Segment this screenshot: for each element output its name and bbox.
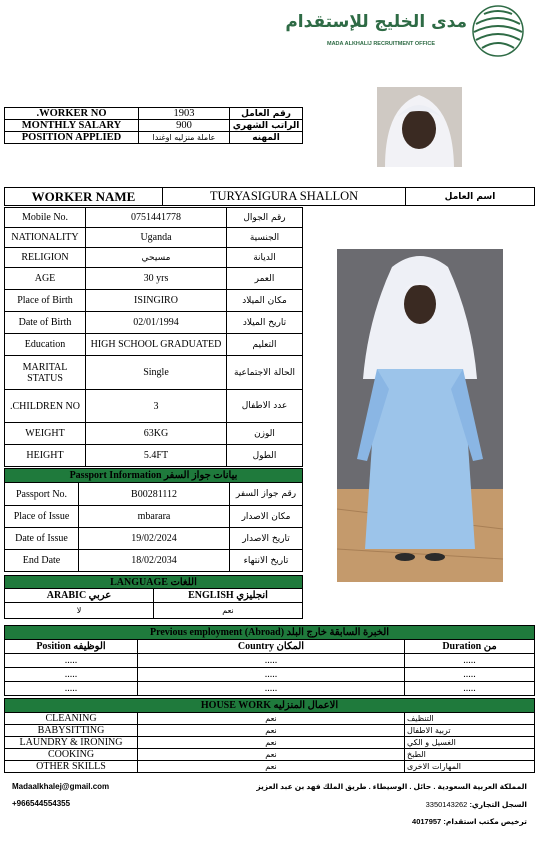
children-label: .CHILDREN NO [5,390,86,423]
footer-license-label: ترخيص مكتب استقدام: [443,817,527,826]
cleaning-label-ar: التنظيف [405,713,535,725]
employment-table [4,625,535,696]
table-row: ..... [5,682,138,696]
position-label-ar: المهنه [230,132,303,144]
education-label-ar: التعليم [227,334,303,356]
personal-info-table [4,207,303,467]
issue-date-value: 19/02/2024 [79,528,230,550]
end-date-value: 18/02/2034 [79,550,230,572]
marital-label: MARITAL STATUS [5,356,86,390]
issue-place-label-ar: مكان الاصدار [230,506,303,528]
age-value: 30 yrs [86,268,227,290]
house-work-table [4,698,535,773]
other-skills-value: نعم [138,761,405,773]
weight-label: WEIGHT [5,423,86,445]
footer-cr [426,800,527,809]
babysitting-label-ar: تربية الاطفال [405,725,535,737]
religion-label-ar: الديانة [227,248,303,268]
worker-name-label: WORKER NAME [5,188,163,206]
english-label: ENGLISH انجليزي [154,589,303,603]
col-position: Position الوظيفه [5,640,138,654]
footer-address: المملكة العربية السعودية . حائل . الوسيطاء . طريق الملك فهد بن عبد العزيز [256,782,527,791]
birthdate-label: Date of Birth [5,312,86,334]
children-label-ar: عدد الاطفال [227,390,303,423]
globe-icon [470,4,526,58]
table-row: ..... [405,668,535,682]
worker-full-photo [337,249,503,582]
worker-no-label-ar: رقم العامل [230,108,303,120]
issue-date-label: Date of Issue [5,528,79,550]
mobile-value: 0751441778 [86,208,227,228]
footer-email: Madaalkhalej@gmail.com [12,782,110,791]
logo-arabic-text: مدى الخليج للإستقدام [285,12,467,32]
table-row: ..... [138,654,405,668]
worker-no-value: 1903 [139,108,230,120]
employment-header: Previous employment (Abroad) الخبرة السابقة خارج البلد [5,626,535,640]
age-label-ar: العمر [227,268,303,290]
passport-table [4,468,303,572]
col-country: Country المكان [138,640,405,654]
logo-english-text: MADA ALKHALIJ RECRUITMENT OFFICE [327,41,436,47]
passport-header: Passport Information بيانات جواز السفر [5,469,303,483]
mobile-label-ar: رقم الجوال [227,208,303,228]
education-label: Education [5,334,86,356]
height-value: 5.4FT [86,445,227,467]
birthplace-label-ar: مكان الميلاد [227,290,303,312]
cleaning-label: CLEANING [5,713,138,725]
birthdate-value: 02/01/1994 [86,312,227,334]
worker-no-label: .WORKER NO [5,108,139,120]
nationality-label: NATIONALITY [5,228,86,248]
issue-place-value: mbarara [79,506,230,528]
laundry-value: نعم [138,737,405,749]
table-row: ..... [5,654,138,668]
table-row: ..... [138,668,405,682]
marital-value: Single [86,356,227,390]
footer-license [412,817,527,826]
other-skills-label: OTHER SKILLS [5,761,138,773]
table-row: ..... [138,682,405,696]
worker-name-label-ar: اسم العامل [406,188,535,206]
children-value: 3 [86,390,227,423]
position-value: عاملة منزليه اوغندا [139,132,230,144]
worker-headshot [377,87,462,167]
passport-no-label: Passport No. [5,483,79,506]
table-row: ..... [405,654,535,668]
birthplace-value: ISINGIRO [86,290,227,312]
education-value: HIGH SCHOOL GRADUATED [86,334,227,356]
worker-name-table [4,187,535,206]
laundry-label: LAUNDRY & IRONING [5,737,138,749]
footer-phone: +966544554355 [12,799,71,808]
salary-value: 900 [139,120,230,132]
mobile-label: Mobile No. [5,208,86,228]
babysitting-label: BABYSITTING [5,725,138,737]
table-row: ..... [5,668,138,682]
religion-label: RELIGION [5,248,86,268]
footer-cr-value: 3350143262 [425,800,468,809]
birthplace-label: Place of Birth [5,290,86,312]
cooking-label: COOKING [5,749,138,761]
footer-cr-label: السجل التجاري: [469,800,527,809]
nationality-label-ar: الجنسية [227,228,303,248]
col-duration: Duration من [405,640,535,654]
religion-value: مسيحي [86,248,227,268]
age-label: AGE [5,268,86,290]
footer-license-value: 4017957 [412,817,442,826]
birthdate-label-ar: تاريخ الميلاد [227,312,303,334]
english-value: نعم [154,603,303,619]
arabic-label: ARABIC عربي [5,589,154,603]
house-work-header: HOUSE WORK الاعمال المنزليه [5,699,535,713]
other-skills-label-ar: المهارات الاخرى [405,761,535,773]
end-date-label-ar: تاريخ الانتهاء [230,550,303,572]
issue-date-label-ar: تاريخ الاصدار [230,528,303,550]
logo [285,4,530,58]
language-header: LANGUAGE اللغات [5,576,303,589]
weight-label-ar: الوزن [227,423,303,445]
cooking-label-ar: الطبخ [405,749,535,761]
cooking-value: نعم [138,749,405,761]
table-row: ..... [405,682,535,696]
arabic-value: لا [5,603,154,619]
salary-label: MONTHLY SALARY [5,120,139,132]
language-table [4,575,303,619]
worker-summary-table [4,107,303,144]
salary-label-ar: الراتب الشهري [230,120,303,132]
issue-place-label: Place of Issue [5,506,79,528]
passport-no-label-ar: رقم جواز السفر [230,483,303,506]
laundry-label-ar: الغسيل و الكي [405,737,535,749]
babysitting-value: نعم [138,725,405,737]
height-label: HEIGHT [5,445,86,467]
marital-label-ar: الحالة الاجتماعية [227,356,303,390]
worker-name-value: TURYASIGURA SHALLON [163,188,406,206]
nationality-value: Uganda [86,228,227,248]
position-label: POSITION APPLIED [5,132,139,144]
height-label-ar: الطول [227,445,303,467]
weight-value: 63KG [86,423,227,445]
cleaning-value: نعم [138,713,405,725]
passport-no-value: B00281112 [79,483,230,506]
end-date-label: End Date [5,550,79,572]
